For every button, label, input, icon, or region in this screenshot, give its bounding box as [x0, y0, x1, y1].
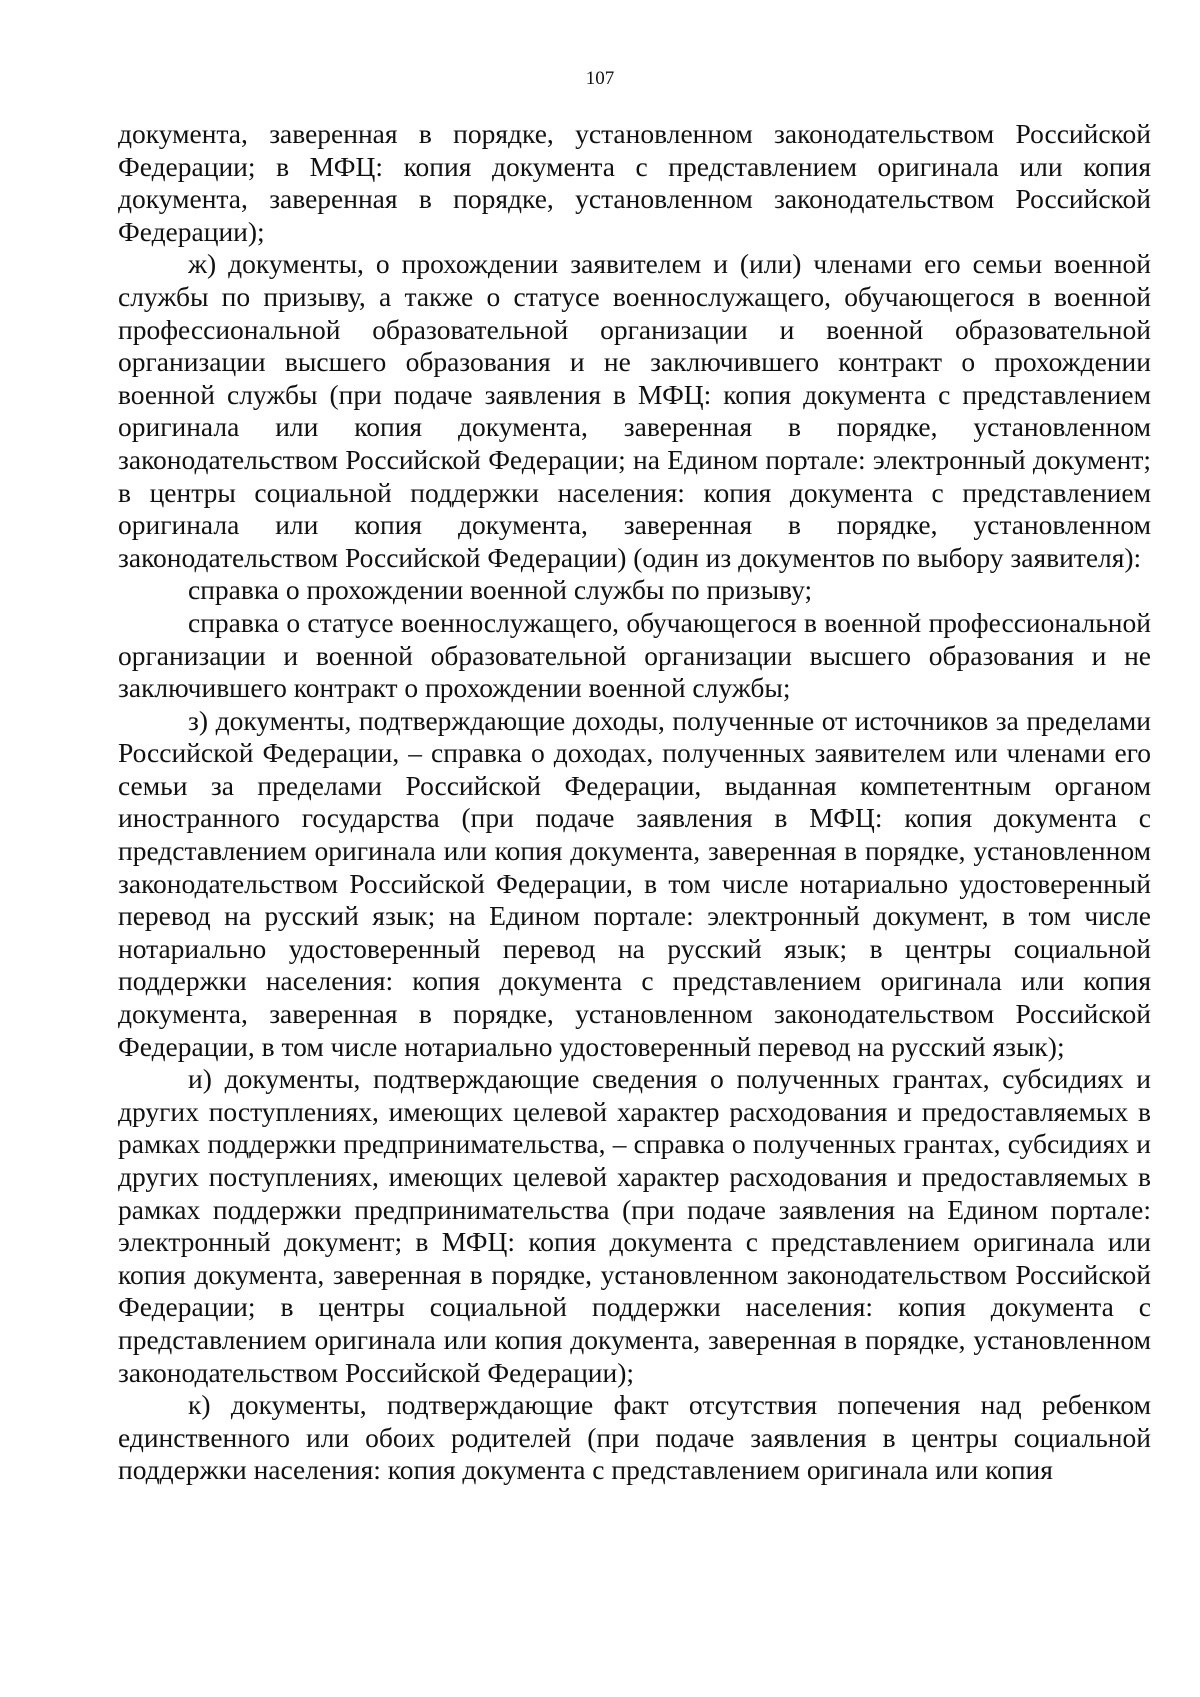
- paragraph: ж) документы, о прохождении заявителем и (или) членами его семьи военной службы по призыву, а также о статусе военнослужащего, обучающегося в военной профессиональной образовательной организации и военной образовательной организации высшего образования и не заключившего контракт о прохождении военной службы (при подаче заявления в МФЦ: копия документа с представлением оригинала или копия документа, заверенная в порядке, установленном законодательством Российской Федерации; на Едином портале: электронный документ; в центры социальной поддержки населения: копия документа с представлением оригинала или копия документа, заверенная в порядке, установленном законодательством Российской Федерации) (один из документов по выбору заявителя):: [118, 248, 1151, 573]
- document-body: [118, 118, 1151, 1487]
- page-number: 107: [585, 68, 615, 89]
- paragraph: з) документы, подтверждающие доходы, полученные от источников за пределами Российской Федерации, – справка о доходах, полученных заявителем или членами его семьи за пределами Российской Федерации, выданная компетентным органом иностранного государства (при подаче заявления в МФЦ: копия документа с представлением оригинала или копия документа, заверенная в порядке, установленном законодательством Российской Федерации, в том числе нотариально удостоверенный перевод на русский язык; на Едином портале: электронный документ, в том числе нотариально удостоверенный перевод на русский язык; в центры социальной поддержки населения: копия документа с представлением оригинала или копия документа, заверенная в порядке, установленном законодательством Российской Федерации, в том числе нотариально удостоверенный перевод на русский язык);: [118, 704, 1151, 1062]
- paragraph: справка о прохождении военной службы по призыву;: [188, 574, 813, 606]
- paragraph: и) документы, подтверждающие сведения о полученных грантах, субсидиях и других поступлениях, имеющих целевой характер расходования и предоставляемых в рамках поддержки предпринимательства, – справка о полученных грантах, субсидиях и других поступлениях, имеющих целевой характер расходования и предоставляемых в рамках поддержки предпринимательства (при подаче заявления на Едином портале: электронный документ; в МФЦ: копия документа с представлением оригинала или копия документа, заверенная в порядке, установленном законодательством Российской Федерации; в центры социальной поддержки населения: копия документа с представлением оригинала или копия документа, заверенная в порядке, установленном законодательством Российской Федерации);: [118, 1063, 1151, 1388]
- paragraph: справка о статусе военнослужащего, обучающегося в военной профессиональной организации и военной образовательной организации высшего образования и не заключившего контракт о прохождении военной службы;: [118, 606, 1151, 704]
- paragraph: к) документы, подтверждающие факт отсутствия попечения над ребенком единственного или обоих родителей (при подаче заявления в центры социальной поддержки населения: копия документа с представлением оригинала или копия: [118, 1389, 1151, 1486]
- paragraph: документа, заверенная в порядке, установленном законодательством Российской Федерации; в МФЦ: копия документа с представлением оригинала или копия документа, заверенная в порядке, установленном законодательством Российской Федерации);: [118, 118, 1151, 247]
